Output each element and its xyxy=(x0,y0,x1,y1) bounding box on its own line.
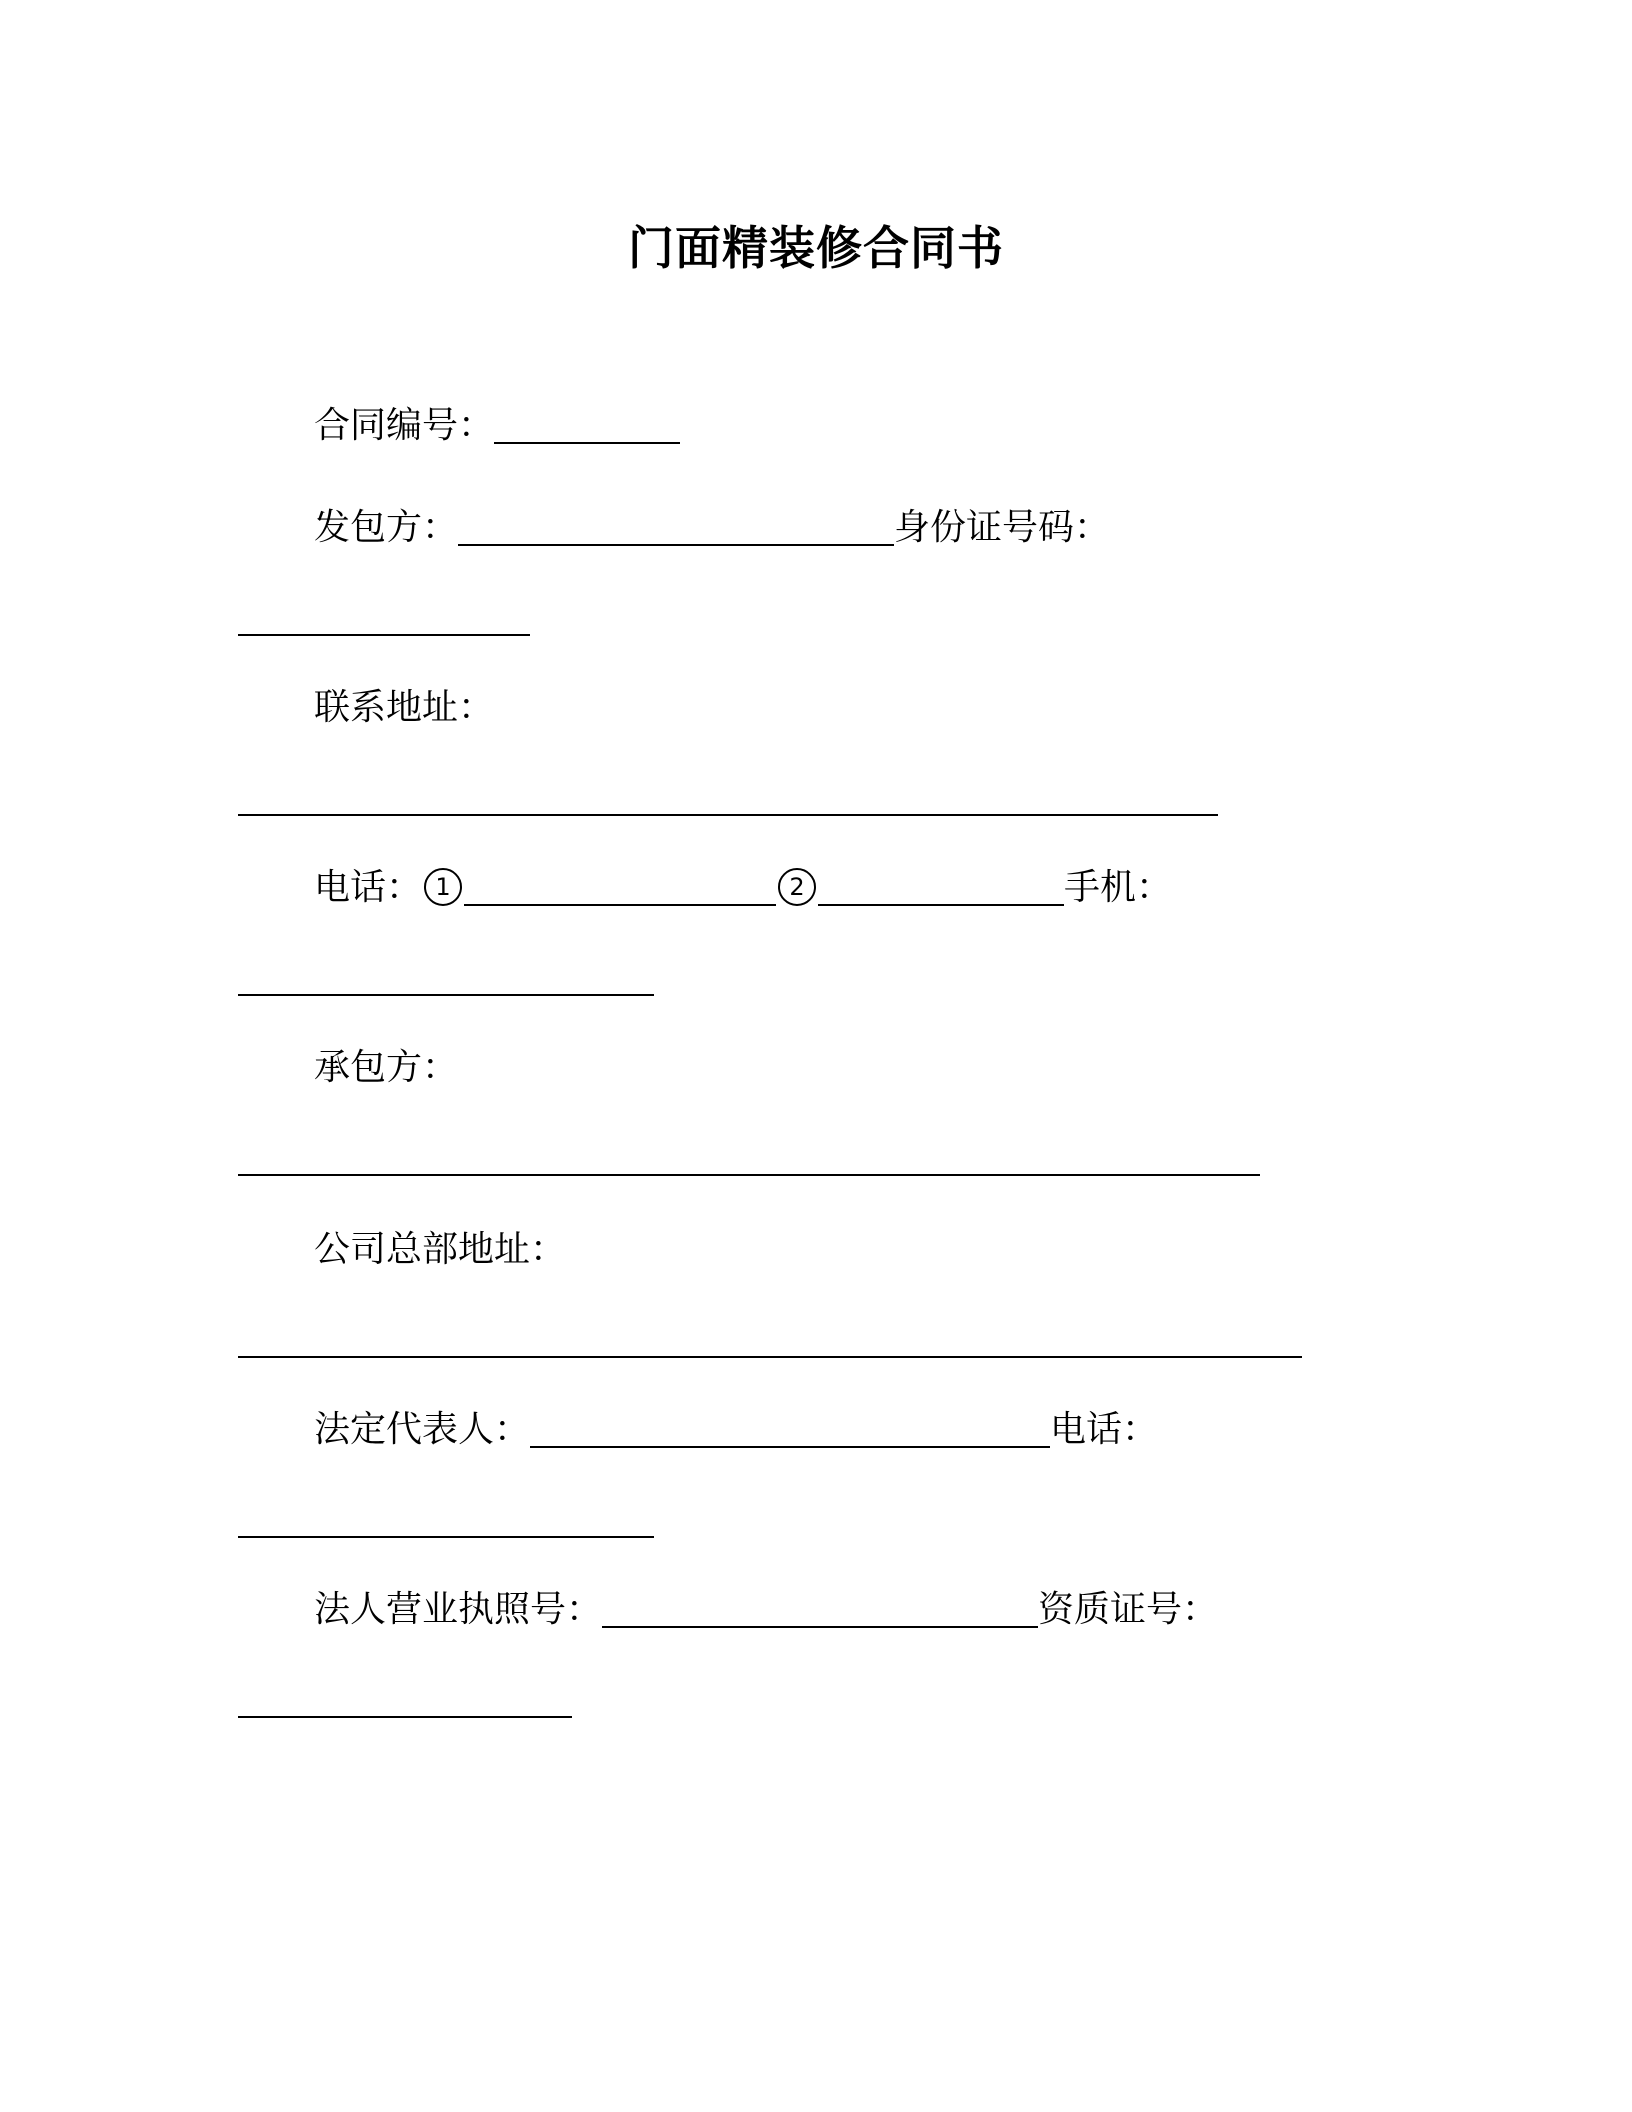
address-field[interactable] xyxy=(238,778,1218,816)
party-a-label: 发包方： xyxy=(314,507,459,548)
qualification-field-row xyxy=(238,1672,572,1722)
party-a-field[interactable] xyxy=(458,508,894,546)
contract-no-field[interactable] xyxy=(494,406,680,444)
address-field-row xyxy=(238,770,1218,820)
license-label: 法人营业执照号： xyxy=(314,1589,603,1630)
phone-2-field[interactable] xyxy=(818,868,1064,906)
party-a-id-field[interactable] xyxy=(238,598,530,636)
party-a-id-label: 身份证号码： xyxy=(894,507,1111,548)
party-a-row xyxy=(314,500,1110,550)
mobile-field-row xyxy=(238,950,654,1000)
license-row xyxy=(314,1582,1218,1632)
hq-address-label: 公司总部地址： xyxy=(314,1229,567,1270)
phone-row xyxy=(314,860,1172,910)
party-b-label: 承包方： xyxy=(314,1047,459,1088)
mobile-field[interactable] xyxy=(238,958,654,996)
phone-label: 电话： xyxy=(314,867,423,908)
circled-number-two: 2 xyxy=(778,868,816,906)
party-b-row xyxy=(314,1040,458,1090)
hq-address-row xyxy=(314,1222,566,1272)
license-field[interactable] xyxy=(602,1590,1038,1628)
circled-number-one: 1 xyxy=(424,868,462,906)
qualification-label: 资质证号： xyxy=(1038,1589,1219,1630)
legal-rep-label: 法定代表人： xyxy=(314,1409,531,1450)
qualification-field[interactable] xyxy=(238,1680,572,1718)
legal-rep-phone-field-row xyxy=(238,1492,654,1542)
legal-rep-phone-field[interactable] xyxy=(238,1500,654,1538)
contract-no-label: 合同编号： xyxy=(314,405,495,446)
address-label: 联系地址： xyxy=(314,687,495,728)
hq-address-field[interactable] xyxy=(238,1320,1302,1358)
address-row xyxy=(314,680,494,730)
party-a-id-row xyxy=(238,590,530,640)
party-b-field[interactable] xyxy=(238,1138,1260,1176)
phone-1-field[interactable] xyxy=(464,868,776,906)
document-title: 门面精装修合同书 xyxy=(628,221,1004,275)
contract-no-row xyxy=(314,398,680,448)
mobile-label: 手机： xyxy=(1064,867,1173,908)
legal-rep-phone-label: 电话： xyxy=(1050,1409,1159,1450)
hq-address-field-row xyxy=(238,1312,1302,1362)
party-b-field-row xyxy=(238,1130,1260,1180)
legal-rep-field[interactable] xyxy=(530,1410,1050,1448)
legal-rep-row xyxy=(314,1402,1158,1452)
